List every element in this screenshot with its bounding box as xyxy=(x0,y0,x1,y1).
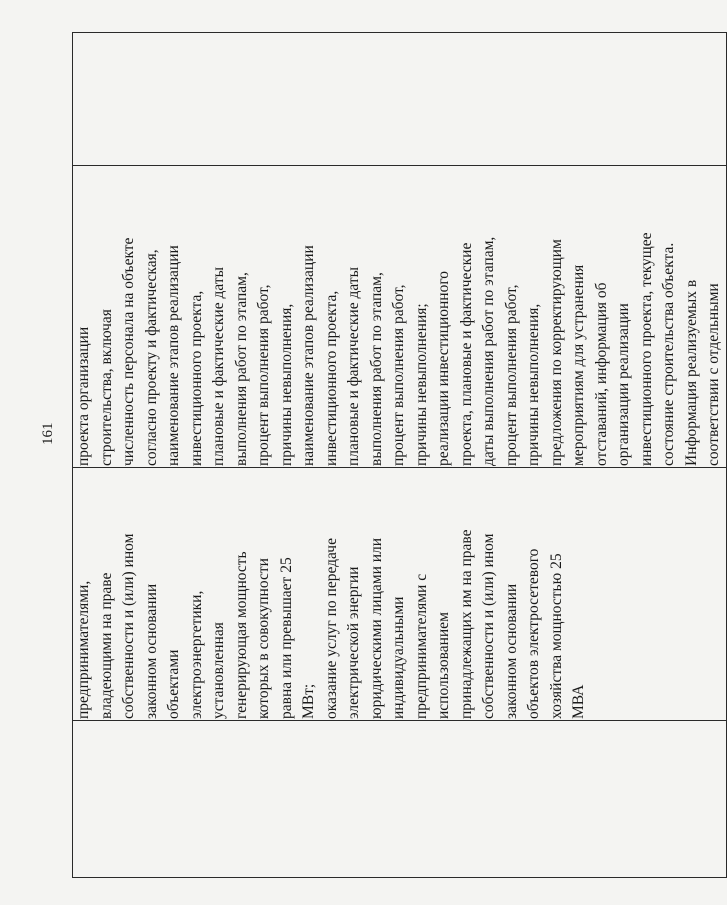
text-line: собственности и (или) ином xyxy=(480,533,497,719)
table-cell-empty-right xyxy=(73,33,727,166)
text-line: причины невыполнения, xyxy=(525,303,542,466)
text-line: индивидуальными xyxy=(390,596,407,719)
text-line: МВт; xyxy=(300,683,317,719)
text-line: законном основании xyxy=(142,583,160,719)
text-line: электроэнергетики, xyxy=(187,590,205,719)
table-cell-empty-left xyxy=(73,721,727,878)
text-line: инвестиционного проекта, xyxy=(187,290,205,466)
table-row xyxy=(73,33,727,878)
text-line: генерирующая мощность xyxy=(232,551,250,719)
text-line: предпринимателями, xyxy=(75,580,92,719)
text-line: наименование этапов реализации xyxy=(300,245,317,466)
text-line: реализации инвестиционного xyxy=(435,270,452,466)
text-line: даты выполнения работ по этапам, xyxy=(480,236,497,466)
text-line: состояние строительства объекта. xyxy=(660,242,677,466)
text-line: мероприятиям для устранения xyxy=(570,264,587,466)
text-line: инвестиционного проекта, xyxy=(322,290,340,466)
text-line: наименование этапов реализации xyxy=(165,245,182,466)
text-line: которых в совокупности xyxy=(255,558,272,719)
text-line: собственности и (или) ином xyxy=(120,533,137,719)
text-line: предпринимателями с xyxy=(412,573,430,719)
text-line: оказание услуг по передаче xyxy=(322,538,340,719)
table-cell-activity-types xyxy=(73,468,727,721)
text-line: процент выполнения работ, xyxy=(255,284,272,466)
activity-types-text xyxy=(73,468,591,720)
text-line: установленная xyxy=(210,622,227,719)
text-line: отставаний, информация об xyxy=(592,282,610,466)
text-line: процент выполнения работ, xyxy=(502,284,520,466)
text-line: объектами xyxy=(165,649,182,719)
text-line: законном основании xyxy=(502,583,520,719)
text-line: проекта, плановые и фактические xyxy=(457,242,475,466)
text-line: электрической энергии xyxy=(345,566,362,719)
text-line: причины невыполнения, xyxy=(277,303,295,466)
text-line: выполнения работ по этапам, xyxy=(367,272,385,466)
text-line: процент выполнения работ, xyxy=(390,284,407,466)
text-line: предложения по корректирующим xyxy=(547,239,565,466)
document-table xyxy=(72,32,727,878)
text-line: хозяйства мощностью 25 xyxy=(547,553,565,719)
text-line: МВА xyxy=(570,684,587,719)
text-line: инвестиционного проекта, текущее xyxy=(637,232,655,466)
text-line: выполнения работ по этапам, xyxy=(232,272,250,466)
text-line: организации реализации xyxy=(615,303,632,466)
text-line: использованием xyxy=(435,612,452,719)
text-line: проекта организации xyxy=(75,326,92,466)
table-cell-report-content xyxy=(73,166,727,468)
table-container xyxy=(72,33,722,878)
page-number: 161 xyxy=(40,422,56,445)
text-line: плановые и фактические даты xyxy=(210,266,227,466)
text-line: численность персонала на объекте xyxy=(120,237,137,466)
text-line: равна или превышает 25 xyxy=(277,557,295,719)
text-line: принадлежащих им на праве xyxy=(457,529,475,719)
text-line: причины невыполнения; xyxy=(412,303,430,466)
text-line: согласно проекту и фактическая, xyxy=(142,249,160,466)
text-line: соответствии с отдельными xyxy=(705,283,722,466)
text-line: Информация реализуемых в xyxy=(682,279,700,466)
text-line: плановые и фактические даты xyxy=(345,266,362,466)
text-line: юридическими лицами или xyxy=(367,537,385,719)
text-line: объектов электросетевого xyxy=(525,548,542,719)
report-content-text xyxy=(73,166,726,467)
text-line: владеющими на праве xyxy=(97,572,115,719)
text-line: строительства, включая xyxy=(97,309,115,466)
